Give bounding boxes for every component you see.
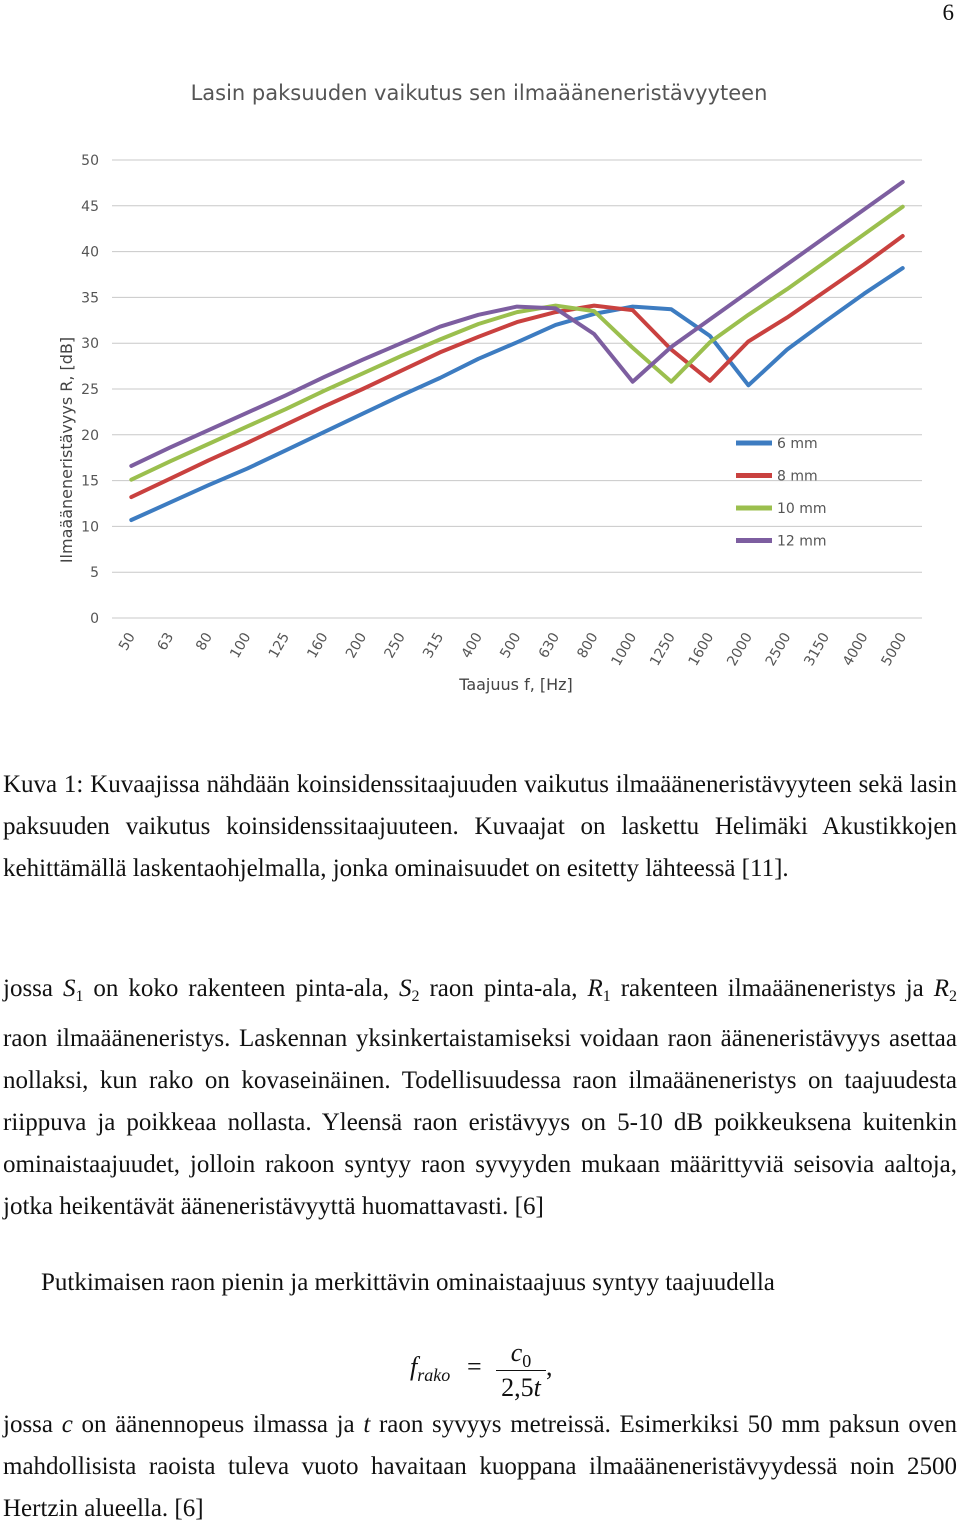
x-tick-label: 2000 — [724, 630, 756, 669]
x-tick-label: 200 — [342, 630, 371, 662]
den-number: 2,5 — [501, 1373, 534, 1402]
var-s: S — [62, 975, 76, 1002]
caption-text: Kuva 1: Kuvaajissa nähdään koinsidenssitaajuuden vaikutus ilmaääneneristävyyteen sekä lasin paksuuden vaikutus koinsidenssitaajuuteen. Kuvaajat on laskettu Helimäki Akustikkojen kehittämällä laskentaohjelmalla, jonka ominaisuudet on esitetty lähteessä [11]. — [3, 771, 957, 882]
paragraph-2 — [3, 1262, 957, 1304]
var-r: R — [587, 975, 603, 1002]
y-tick-label: 25 — [81, 382, 99, 398]
var-t: t — [533, 1373, 541, 1402]
y-tick-label: 50 — [81, 153, 99, 169]
y-tick-label: 45 — [81, 198, 99, 215]
x-tick-label: 50 — [115, 630, 139, 654]
y-tick-label: 10 — [81, 519, 99, 536]
paragraph-3 — [3, 1404, 957, 1530]
x-tick-label: 630 — [535, 630, 564, 662]
y-tick-label: 15 — [81, 473, 99, 490]
var-c: c — [510, 1338, 523, 1367]
x-tick-label: 4000 — [839, 630, 872, 669]
subscript-rako: rako — [417, 1365, 451, 1386]
x-tick-label: 2500 — [762, 630, 795, 669]
text-run: raon syvyys metreissä. Esimerkiksi 50 mm paksun oven mahdollisista raoista tuleva vuoto havaitaan kuoppana ilmaääneneristävyydessä noin 2500 Hertzin alueella. [6] — [3, 1411, 957, 1522]
y-tick-label: 5 — [90, 565, 99, 582]
y-tick-label: 0 — [90, 611, 99, 627]
denominator — [496, 1373, 546, 1403]
y-tick-label: 20 — [81, 427, 99, 444]
subscript: 1 — [602, 988, 611, 1005]
x-tick-label: 125 — [265, 630, 294, 662]
fraction — [496, 1338, 546, 1403]
text-run: jossa — [3, 1411, 62, 1438]
chart-legend — [736, 436, 827, 550]
text-run: on äänennopeus ilmassa ja — [72, 1411, 364, 1438]
x-tick-label: 63 — [154, 630, 178, 654]
x-axis-label: Taajuus f, [Hz] — [459, 675, 573, 694]
y-tick-label: 35 — [81, 290, 99, 307]
x-tick-label: 500 — [497, 630, 525, 662]
x-tick-label: 160 — [304, 630, 332, 662]
text-run: rakenteen ilmaääneneristys ja — [610, 975, 934, 1002]
var-s: S — [399, 975, 412, 1002]
subscript: 1 — [75, 988, 84, 1005]
fraction-bar — [496, 1370, 546, 1371]
equation-comma: , — [546, 1352, 553, 1381]
equation-f-rako — [0, 1338, 960, 1402]
paragraph-2-text: Putkimaisen raon pienin ja merkittävin ominaistaajuus syntyy taajuudella — [41, 1269, 775, 1296]
y-axis-ticks — [81, 153, 99, 627]
y-tick-label: 30 — [81, 336, 99, 353]
x-tick-label: 400 — [458, 630, 486, 662]
x-tick-label: 250 — [381, 630, 409, 662]
text-run: on koko rakenteen pinta-ala, — [83, 975, 400, 1002]
var-t: t — [363, 1411, 371, 1438]
numerator — [496, 1338, 546, 1372]
page-number: 6 — [942, 0, 954, 25]
paragraph-1 — [3, 968, 957, 1228]
equation-lhs — [410, 1352, 450, 1386]
text-run: raon pinta-ala, — [419, 975, 588, 1002]
y-axis-label: Ilmaääneneristävyys R, [dB] — [57, 336, 76, 564]
series-line-8-mm — [131, 236, 902, 497]
chart-title: Lasin paksuuden vaikutus sen ilmaääneneristävyyteen — [190, 81, 768, 105]
text-run: jossa — [3, 975, 63, 1002]
legend-label: 12 mm — [777, 533, 827, 550]
x-tick-label: 1600 — [685, 630, 718, 669]
x-tick-label: 100 — [227, 630, 255, 662]
x-tick-label: 800 — [574, 630, 602, 662]
paragraph-1-text — [3, 968, 957, 1228]
figure-caption — [3, 764, 957, 890]
subscript-0: 0 — [522, 1351, 532, 1372]
x-tick-label: 80 — [193, 630, 216, 654]
x-tick-label: 3150 — [801, 630, 834, 669]
x-tick-label: 5000 — [878, 630, 911, 669]
y-tick-label: 40 — [81, 244, 99, 261]
x-axis-ticks — [116, 630, 910, 669]
equals-sign: = — [467, 1352, 482, 1381]
legend-label: 8 mm — [777, 468, 818, 485]
subscript: 2 — [411, 988, 420, 1005]
legend-label: 10 mm — [777, 501, 827, 517]
legend-label: 6 mm — [777, 436, 818, 452]
paragraph-3-text — [3, 1404, 957, 1530]
text-run: raon ilmaääneneristys. Laskennan yksinkertaistamiseksi voidaan raon ääneneristävyys asettaa nollaksi, kun rako on kovaseinäinen. Todellisuudessa raon ilmaääneneristys on taajuudesta riippuva ja poikkeaa nollasta. Yleensä raon eristävyys on 5-10 dB poikkeuksena kuitenkin ominaistaajuudet, jolloin rakoon syntyy raon syvyyden mukaan määrittyviä seisovia aaltoja, jotka heikentävät ääneneristävyyttä huomattavasti. [6] — [3, 1025, 957, 1220]
subscript: 2 — [949, 988, 958, 1005]
line-chart — [0, 60, 960, 710]
var-c: c — [61, 1411, 73, 1438]
var-r: R — [933, 975, 950, 1002]
x-tick-label: 315 — [420, 630, 448, 662]
x-tick-label: 1000 — [608, 630, 641, 669]
var-f: f — [410, 1352, 418, 1381]
x-tick-label: 1250 — [647, 630, 679, 669]
